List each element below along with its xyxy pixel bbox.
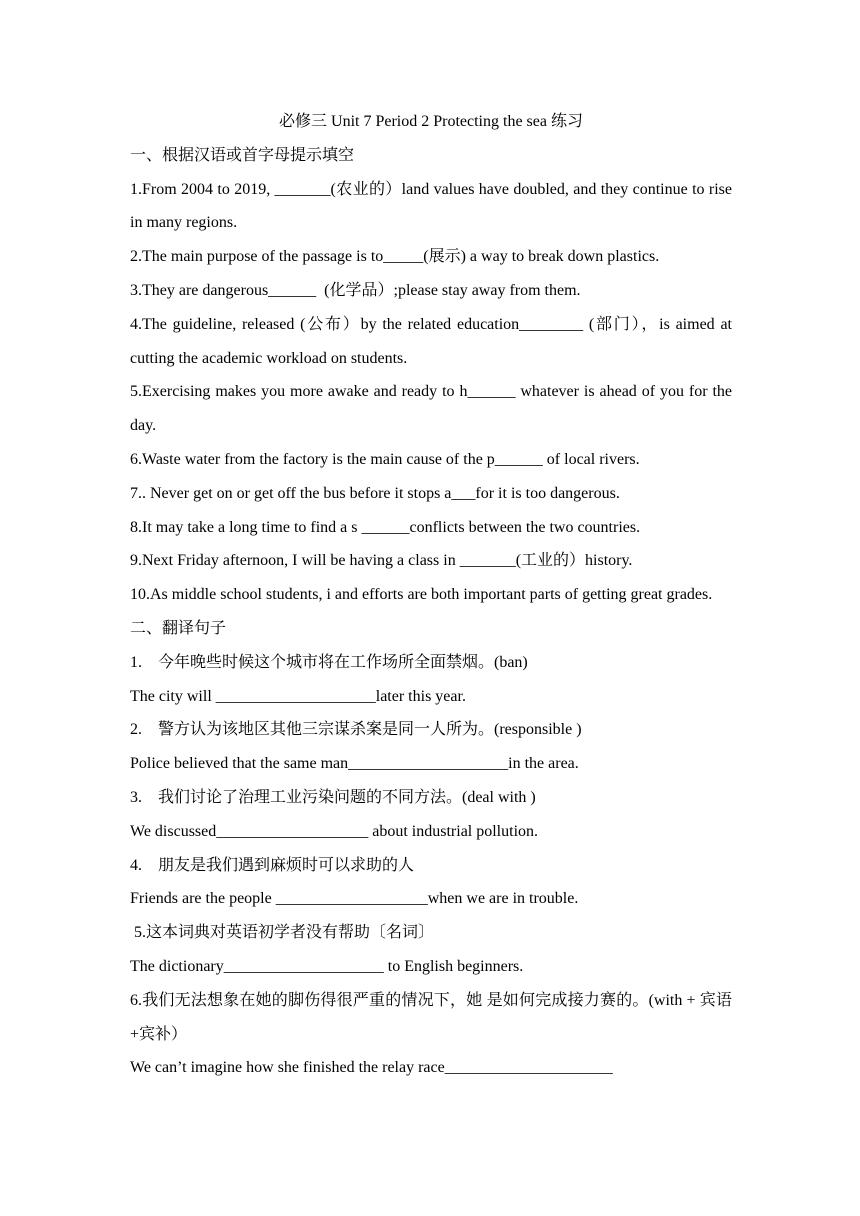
section-1-heading: 一、根据汉语或首字母提示填空 (130, 146, 355, 164)
translation-prompt-4: 4. 朋友是我们遇到麻烦时可以求助的人 (130, 856, 415, 874)
translation-answer-4: Friends are the people ___________________when we are in trouble. (130, 890, 579, 908)
translation-answer-6: We can’t imagine how she finished the relay race_____________________ (130, 1059, 613, 1077)
fill-in-item-1: 1.From 2004 to 2019, _______(农业的）land values have doubled, and they continue to rise in many regions. (130, 180, 732, 232)
translation-answer-5: The dictionary____________________ to English beginners. (130, 957, 524, 975)
translation-answer-2: Police believed that the same man____________________in the area. (130, 755, 579, 773)
worksheet-title: 必修三 Unit 7 Period 2 Protecting the sea 练习 (279, 113, 583, 130)
section-2-heading: 二、翻译句子 (130, 619, 227, 637)
fill-in-item-4: 4.The guideline, released (公布）by the related education________ (部门），is aimed at cutting the academic workload on students. (130, 315, 732, 367)
translation-prompt-5: 5.这本词典对英语初学者没有帮助〔名词〕 (130, 924, 435, 942)
fill-in-item-3: 3.They are dangerous______ (化学品）;please stay away from them. (130, 281, 581, 299)
fill-in-item-8: 8.It may take a long time to find a s ______conflicts between the two countries. (130, 518, 641, 536)
fill-in-item-10: 10.As middle school students, i and efforts are both important parts of getting great grades. (130, 586, 713, 604)
translation-answer-3: We discussed___________________ about industrial pollution. (130, 822, 539, 840)
translation-prompt-2: 2. 警方认为该地区其他三宗谋杀案是同一人所为。(responsible ) (130, 721, 582, 739)
worksheet-content (130, 105, 732, 1085)
translation-answer-1: The city will ____________________later this year. (130, 687, 466, 705)
translation-prompt-3: 3. 我们讨论了治理工业污染问题的不同方法。(deal with ) (130, 788, 536, 806)
fill-in-item-9: 9.Next Friday afternoon, I will be having a class in _______(工业的）history. (130, 552, 633, 570)
fill-in-item-2: 2.The main purpose of the passage is to_____(展示) a way to break down plastics. (130, 248, 660, 266)
fill-in-item-6: 6.Waste water from the factory is the main cause of the p______ of local rivers. (130, 450, 640, 468)
fill-in-item-7: 7.. Never get on or get off the bus before it stops a___for it is too dangerous. (130, 484, 620, 502)
translation-prompt-6: 6.我们无法想象在她的脚伤得很严重的情况下，她 是如何完成接力赛的。(with + 宾语+宾补） (130, 991, 732, 1043)
fill-in-item-5: 5.Exercising makes you more awake and ready to h______ whatever is ahead of you for the day. (130, 383, 732, 435)
translation-prompt-1: 1. 今年晚些时候这个城市将在工作场所全面禁烟。(ban) (130, 653, 528, 671)
